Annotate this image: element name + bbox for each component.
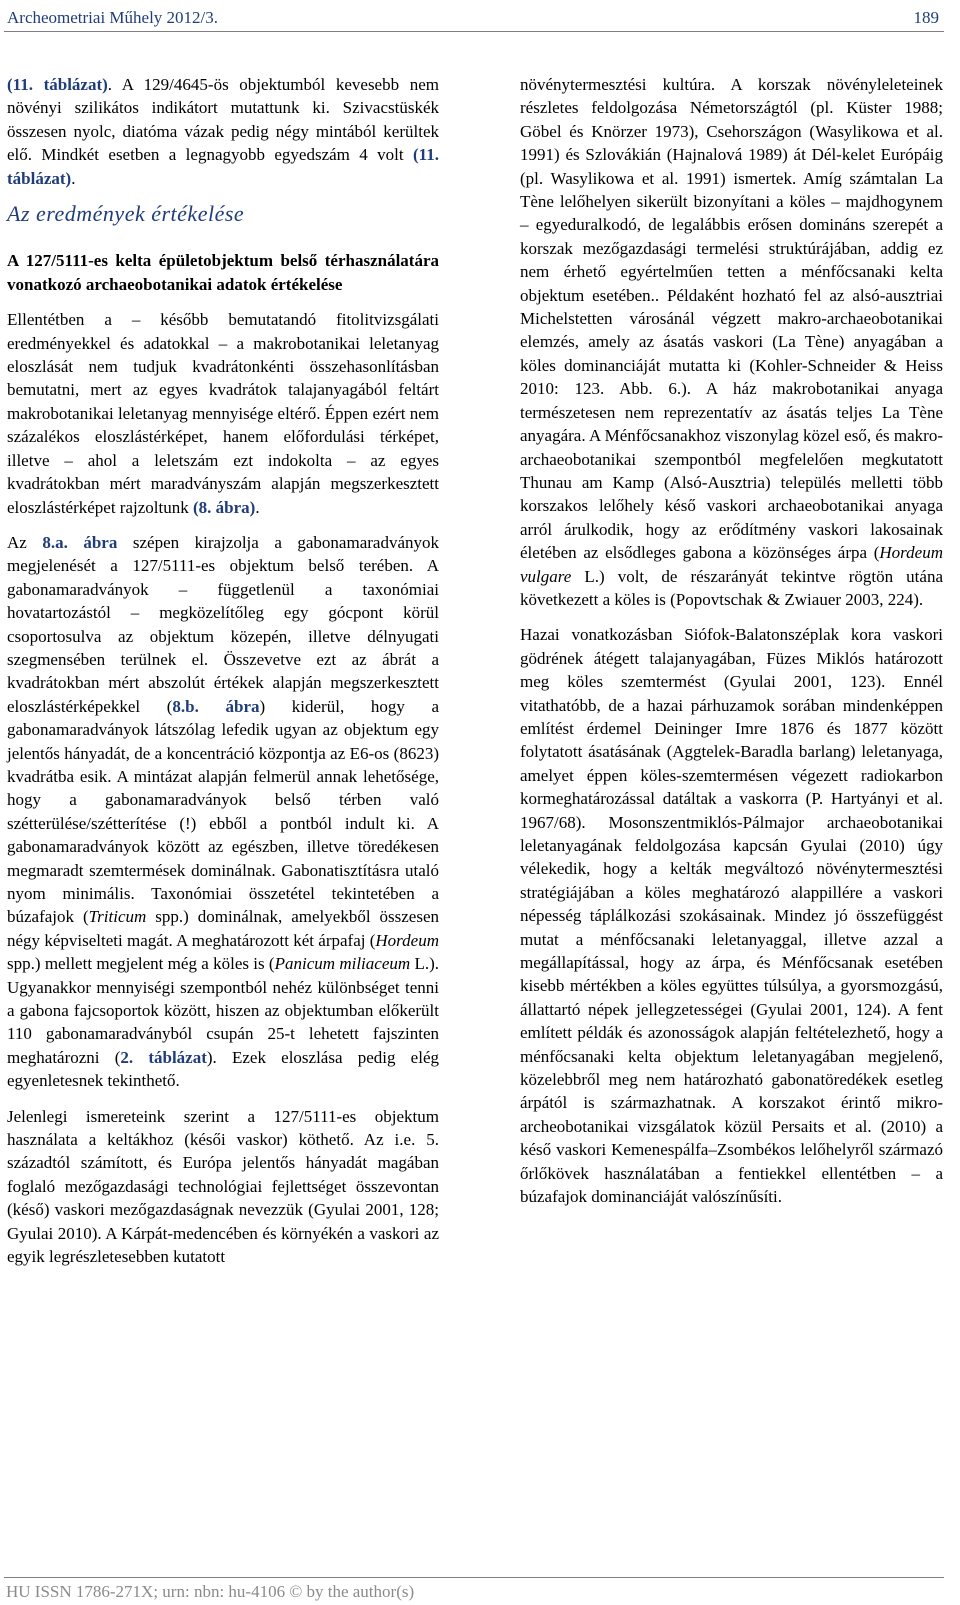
taxon-name: Triticum [88, 907, 147, 927]
figure-reference[interactable]: 8.b. ábra [172, 696, 260, 716]
journal-title: Archeometriai Műhely 2012/3. [7, 8, 219, 27]
taxon-name: Hordeum vulgare [520, 543, 943, 586]
footer-issn: HU ISSN 1786-271X; urn: nbn: hu-4106 © by the author(s) [6, 1582, 415, 1601]
taxon-name: Panicum miliaceum [274, 954, 411, 974]
paragraph: Hazai vonatkozásban Siófok-Balatonszéplak kora vaskori gödrének átégett talajanyagában, Füzes Miklós határozott meg köles szemtermést (Gyulai 2001, 123). Ennél vitathatóbb, de a hazai párhuzamok sorában mindenképpen említést érdemel Deininger Imre 1876 és 1877 között folytatott ásatásának (Aggtelek-Baradla barlang) leletanyaga, amelyet éppen köles-szemtermésen végezett radiokarbon kormeghatározással datáltak a vaskorra (P. Hartyányi et al. 1967/68). Mosonszentmiklós-Pálmajor archaeobotanikai leletanyagának feldolgozása kapcsán Gyulai (2010) úgy vélekedik, hogy a kelták megváltozó növénytermesztési stratégiájában a köles meghatározó alappillére a vaskori népesség táplálkozási szokásainak. Mindez jó összefüggést mutat a ménfőcsanaki leletanyaggal, illetve azzal a megállapítással, hogy az árpa, és Ménfőcsanak esetében kisebb mértékben a köles együttes túlsúlya, a gyorsmozgású, állattartó népek jellegzetességei (Gyulai 2001, 124). A fent említett példák és azonosságok alapján feltételezhető, hogy a ménfőcsanaki kelta objektum leletanyagában megjelenő, közelebbről meg nem határozható gabonatöredékek esetleg árpától is származhatnak. A korszakot érintő mikro-archeobotanikai vizsgálatok közül Persaits et al. (2010) a késő vaskori Kemenespálfa–Zsombékos lelőhelyről származó őrlőkövek használatában a fentiekkel ellentétben – a búzafajok dominanciáját valószínűsíti. [520, 625, 943, 1207]
paragraph: Az 8.a. ábra szépen kirajzolja a gabonamaradványok megjelenését a 127/5111-es objektum belső terében. A gabonamaradványok – függetlenül a taxonómiai hovatartozástól – megközelítőleg egy gócpont körül csoportosulva az objektum közepén, illetve délnyugati szegmensében terülnek el. Összevetve ezt az ábrát a kvadrátokban mért abszolút értékek alapján megszerkesztett eloszlástérképekkel (8.b. ábra) kiderül, hogy a gabonamaradványok látszólag lefedik ugyan az objektum egy jelentős hányadát, de a koncentráció központja az E6-os (8623) kvadrátba esik. A mintázat alapján felmerül annak lehetősége, hogy a gabonamaradványok belső térben való szétterülése/szétterítése (!) ebből a pontból indult ki. A gabonamaradványok között az egészben, illetve töredékesen megmaradt szemtermések dominálnak. Gabonatisztításra utaló nyom minimális. Taxonómiai összetétel tekintetében a búzafajok (Triticum spp.) dominálnak, amelyekből összesen négy képviselteti magát. A meghatározott két árpafaj (Hordeum spp.) mellett megjelent még a köles is (Panicum miliaceum L.). Ugyanakkor mennyiségi szempontból nehéz különbséget tenni a gabona fajcsoportok között, hiszen az objektumban előkerült 110 gabonamaradványból csupán 25-t lehetett fajszinten meghatározni (2. táblázat). Ezek eloszlása pedig elég egyenletesnek tekinthető. [7, 532, 440, 1091]
header-rule [4, 31, 944, 32]
figure-reference[interactable]: (8. ábra) [192, 497, 256, 517]
subsection-heading: A 127/5111-es kelta épületobjektum belső térhasználatára vonatkozó archaeobotanikai adatok értékelése [7, 251, 439, 294]
taxon-name: Hordeum [375, 930, 439, 950]
table-reference[interactable]: (11. táblázat) [7, 145, 439, 188]
page-number: 189 [913, 8, 939, 27]
figure-reference[interactable]: 8.a. ábra [42, 532, 118, 552]
running-header [7, 4, 939, 32]
paragraph: (11. táblázat). A 129/4645-ös objektumból kevesebb nem növényi szilikátos indikátort mutattunk ki. Szivacstüskék összesen nyolc, diatóma vázak pedig négy mintából kerültek elő. Mindkét esetben a legnagyobb egyedszám 4 volt (11. táblázat). [7, 75, 439, 188]
table-reference[interactable]: (11. táblázat) [7, 75, 108, 94]
left-column [7, 73, 439, 1269]
paragraph: Ellentétben a – később bemutatandó fitolitvizsgálati eredményekkel és adatokkal – a makrobotanikai leletanyag eloszlását nem tudjuk kvadrátonkénti összehasonlításban bemutatni, mert az egyes kvadrátok talajanyagából feltárt makrobotanikai leletanyag mennyisége eltérő. Éppen ezért nem százalékos eloszlástérképet, hanem előfordulási térképet, illetve – ahol a leletszám ezt indokolta – az egyes kvadrátokban mért maradványszám alapján megszerkesztett eloszlástérképet rajzoltunk (8. ábra). [7, 310, 439, 517]
paragraph: növénytermesztési kultúra. A korszak növényleleteinek részletes feldolgozása Németországtól (pl. Küster 1988; Göbel és Knörzer 1973), Csehországon (Wasylikowa et al. 1991) és Szlovákián (Hajnalová 1989) át Dél-kelet Európáig (pl. Wasylikowa et al. 1991) ismertek. Amíg számtalan La Tène lelőhelyen sikerült bizonyítani a köles – majdhogynem – egyeduralkodó, de legalábbis erősen domináns szerepét a korszak mezőgazdasági termelési struktúrájában, addig ez nem érhető egyértelműen tetten a ménfőcsanaki kelta objektum esetében.. Példaként hozható fel az alsó-ausztriai Michelstetten városánál végzett makro-archaeobotanikai elemzés, amely az ásatás vaskori (La Tène) anyagában a köles dominanciáját mutatta ki (Kohler-Schneider & Heiss 2010: 123. Abb. 6.). A ház makrobotanikai anyaga természetesen nem reprezentatív az ásatás teljes La Tène anyagára. A Ménfőcsanakhoz viszonylag közel eső, és makro-archaeobotanikai szempontból megfelelően megkutatott Thunau am Kamp (Alsó-Ausztria) település melletti több korszakos lelőhely késő vaskori archaeobotanikai anyaga arról árulkodik, hogy az erődítmény vaskori lakosainak életében az elsődleges gabona a közönséges árpa (Hordeum vulgare L.) volt, de részarányát tekintve rögtön utána következett a köles is (Popovtschak & Zwiauer 2003, 224). [520, 75, 943, 609]
section-heading: Az eredmények értékelése [7, 201, 245, 227]
right-column [520, 73, 943, 1209]
table-reference[interactable]: 2. táblázat [120, 1047, 207, 1067]
footer-rule [4, 1577, 944, 1578]
paragraph: Jelenlegi ismereteink szerint a 127/5111-es objektum használata a keltákhoz (késői vaskor) köthető. Az i.e. 5. századtól számított, és Európa jelentős hányadát magában foglaló mezőgazdasági technológiai fejlettséget összevontan (késő) vaskori mezőgazdaságnak nevezzük (Gyulai 2001, 128; Gyulai 2010). A Kárpát-medencében és környékén a vaskori az egyik legrészletesebben kutatott [7, 1106, 439, 1267]
